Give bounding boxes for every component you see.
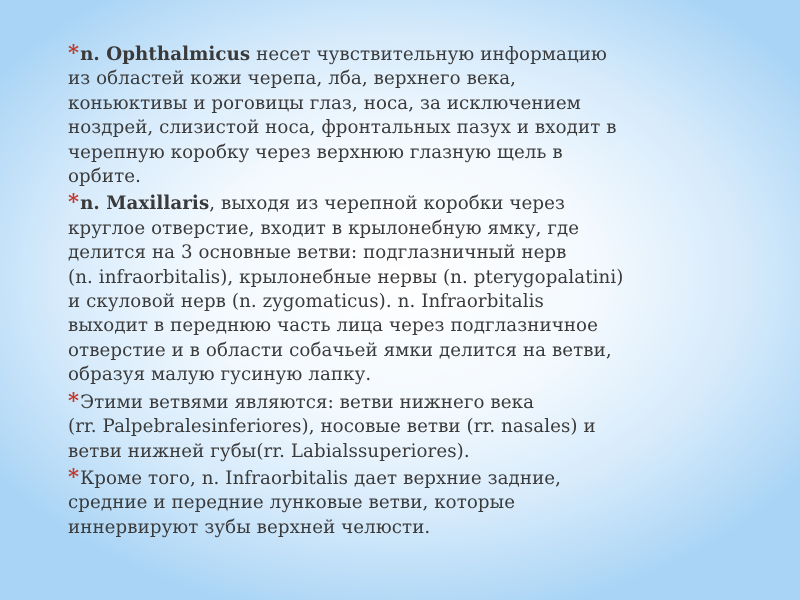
text-line: выходит в переднюю часть лица через подглазничное [68, 315, 598, 337]
text-line: Кроме того, n. Infraorbitalis дает верхние задние, [80, 467, 562, 489]
text-line: отверстие и в области собачьей ямки делится на ветви, [68, 339, 612, 361]
term-ophthalmicus: n. Ophthalmicus [80, 44, 251, 65]
text-line: ветви нижней губы(rr. Labialssuperiores). [68, 440, 470, 462]
text-line: иннервируют зубы верхней челюсти. [68, 516, 431, 538]
text-line: орбите. [68, 166, 141, 188]
text-line: коньюктивы и роговицы глаз, носа, за исключением [68, 92, 581, 114]
asterisk-icon: * [68, 463, 80, 489]
text-line: средние и передние лунковые ветви, которые [68, 492, 516, 514]
text-line: , выходя из черепной коробки через [209, 193, 565, 215]
text-line: и скуловой нерв (n. zygomaticus). n. Infraorbitalis [68, 291, 544, 313]
paragraph-alveolar [68, 465, 748, 540]
text-line: (rr. Palpebralesinferiores), носовые ветви (rr. nasales) и [68, 416, 596, 438]
slide-body [68, 41, 748, 541]
text-line: круглое отверстие, входит в крылонебную ямку, где [68, 217, 580, 239]
asterisk-icon: * [68, 387, 80, 413]
paragraph-branches [68, 389, 748, 464]
term-maxillaris: n. Maxillaris [80, 193, 210, 215]
text-line: образуя малую гусиную лапку. [68, 364, 372, 386]
asterisk-icon: * [68, 40, 80, 65]
text-line: несет чувствительную информацию [250, 44, 607, 65]
text-line: ноздрей, слизистой носа, фронтальных пазух и входит в [68, 117, 617, 139]
text-line: делится на 3 основные ветви: подглазничный нерв [68, 242, 567, 264]
paragraph-ophthalmicus [68, 41, 748, 189]
text-line: из областей кожи черепа, лба, верхнего века, [68, 68, 517, 90]
text-line: Этими ветвями являются: ветви нижнего века [80, 391, 535, 413]
paragraph-maxillaris [68, 190, 748, 387]
asterisk-icon: * [68, 189, 80, 215]
text-line: черепную коробку через верхнюю глазную щель в [68, 141, 563, 163]
text-line: (n. infraorbitalis), крылонебные нервы (n. pterygopalatini) [68, 266, 624, 288]
